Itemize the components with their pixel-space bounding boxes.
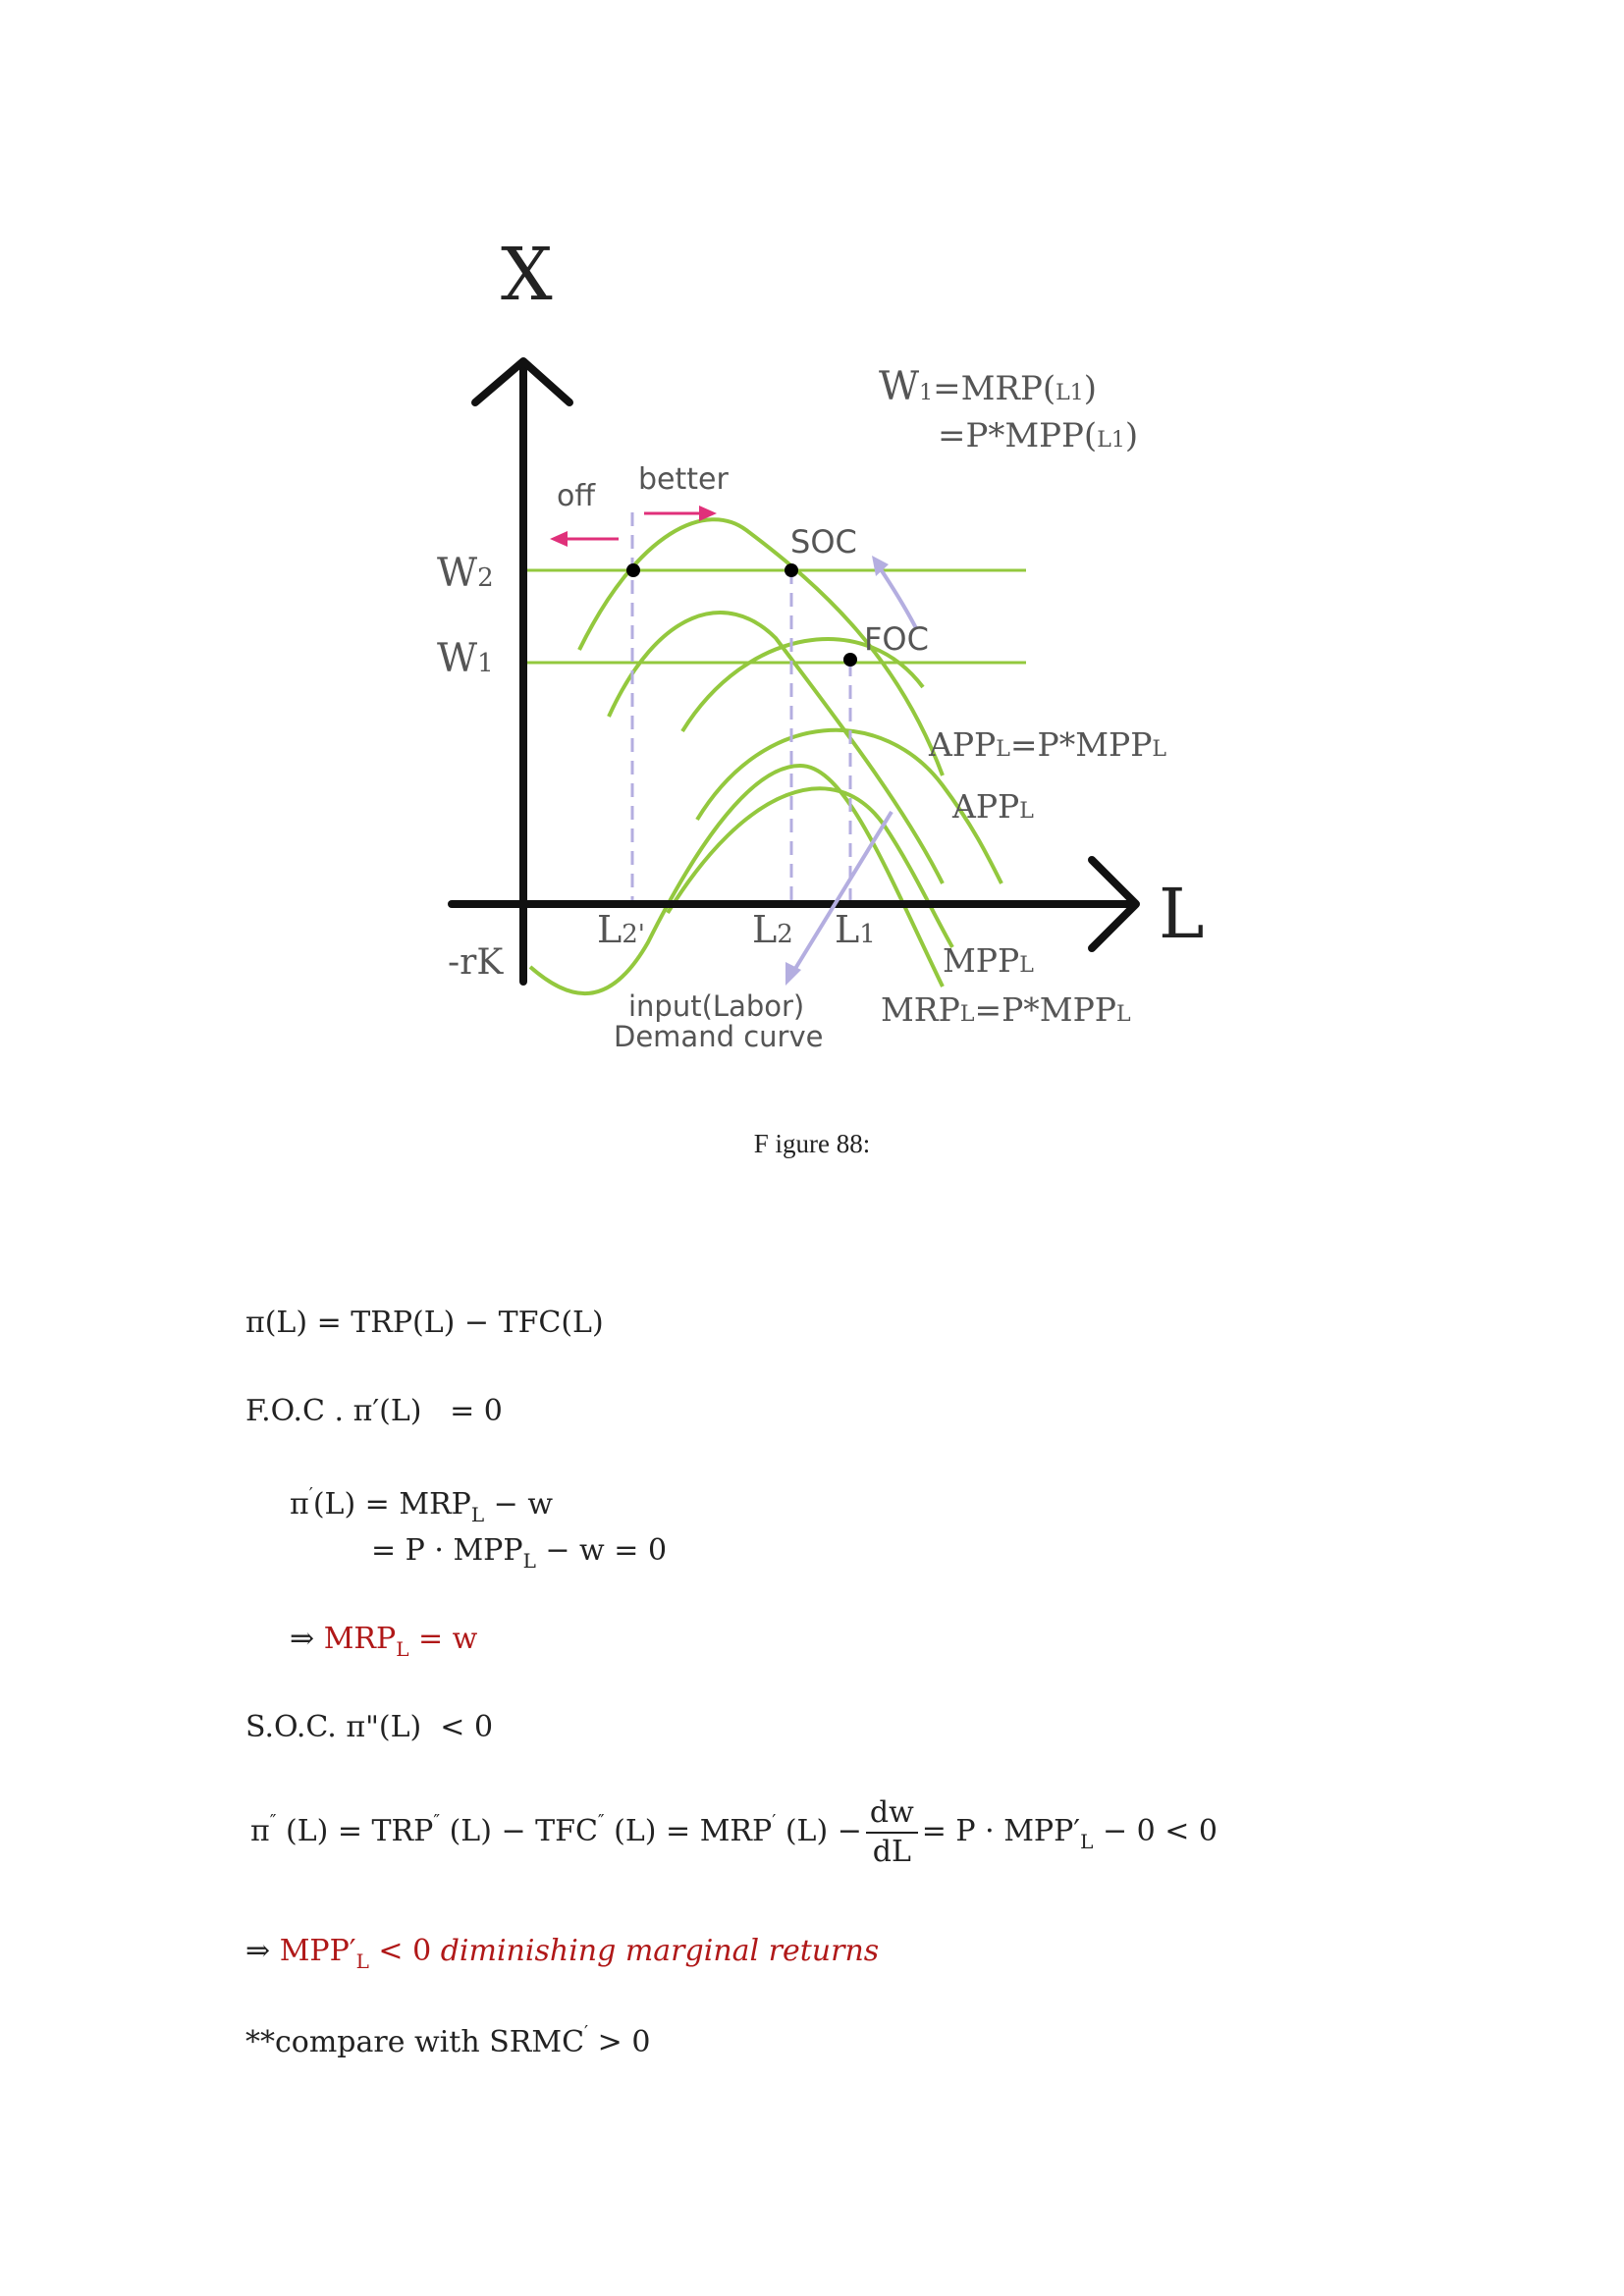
wage-equation-line1: W1=MRP(L1) bbox=[879, 364, 1098, 409]
foc-label: FOC bbox=[864, 620, 929, 658]
y-axis-label: X bbox=[501, 233, 553, 317]
x-axis-label: L bbox=[1159, 874, 1205, 954]
w1-label: W1 bbox=[437, 636, 494, 681]
off-label: off bbox=[557, 479, 596, 513]
soc-label: SOC bbox=[790, 523, 857, 561]
demand-label-line1: input(Labor) bbox=[628, 989, 805, 1023]
point-w2-l2p bbox=[626, 563, 640, 577]
soc-arrow-head bbox=[872, 556, 889, 576]
equation-profit-derivative: $\pi'(L) = MRP_L - w$ bbox=[290, 1484, 554, 1526]
dw-dl-fraction: $\frac{dw}{dL}$ bbox=[866, 1796, 918, 1869]
labor-demand-figure bbox=[0, 0, 1624, 1109]
demand-label-line2: Demand curve bbox=[614, 1020, 824, 1053]
mpp-curve bbox=[668, 788, 952, 947]
equation-mrp-equals-w: ⇒ $MRP_L = w$ bbox=[290, 1622, 478, 1661]
foc-rhs: = 0 bbox=[450, 1394, 503, 1428]
l2p-label: L2' bbox=[597, 908, 645, 951]
mrp-label: MRPL=P*MPPL bbox=[881, 990, 1131, 1029]
point-foc bbox=[843, 653, 857, 667]
equation-soc: S.O.C. π"(L) < 0 bbox=[245, 1710, 494, 1744]
better-label: better bbox=[638, 462, 729, 497]
foc-lhs: F.O.C . π′(L) bbox=[245, 1394, 422, 1428]
w2-label: W2 bbox=[437, 551, 494, 596]
l1-label: L1 bbox=[835, 908, 876, 951]
mrp-curve bbox=[530, 766, 943, 993]
point-soc bbox=[785, 563, 798, 577]
equation-foc bbox=[245, 1394, 503, 1428]
equation-profit: π(L) = TRP(L) − TFC(L) bbox=[245, 1306, 604, 1340]
l2-label: L2 bbox=[752, 908, 793, 951]
equation-price-mpp: = $P \cdot MPP_L - w = 0$ bbox=[371, 1533, 668, 1573]
soc-arrow bbox=[879, 566, 916, 628]
mpp-label: MPPL bbox=[943, 941, 1034, 980]
equation-second-derivative: π″ (L) = TRP″ (L) − TFC″ (L) = MRP′ (L) − $\frac{dw}{dL}$ = $P \cdot MPP'_L - 0 < 0$ bbox=[250, 1795, 1218, 1869]
equation-diminishing-returns: ⇒ $MPP'_L < 0$ diminishing marginal returns bbox=[245, 1934, 880, 1973]
figure-caption: F igure 88: bbox=[753, 1129, 871, 1158]
rk-label: -rK bbox=[448, 942, 504, 983]
app-label: APPL bbox=[952, 787, 1034, 826]
equation-compare-srmc: **compare with SRMC′ > 0 bbox=[245, 2022, 651, 2059]
appl-price-label: APPL=P*MPPL bbox=[929, 725, 1167, 764]
wage-equation-line2: =P*MPP(L1) bbox=[938, 416, 1139, 455]
